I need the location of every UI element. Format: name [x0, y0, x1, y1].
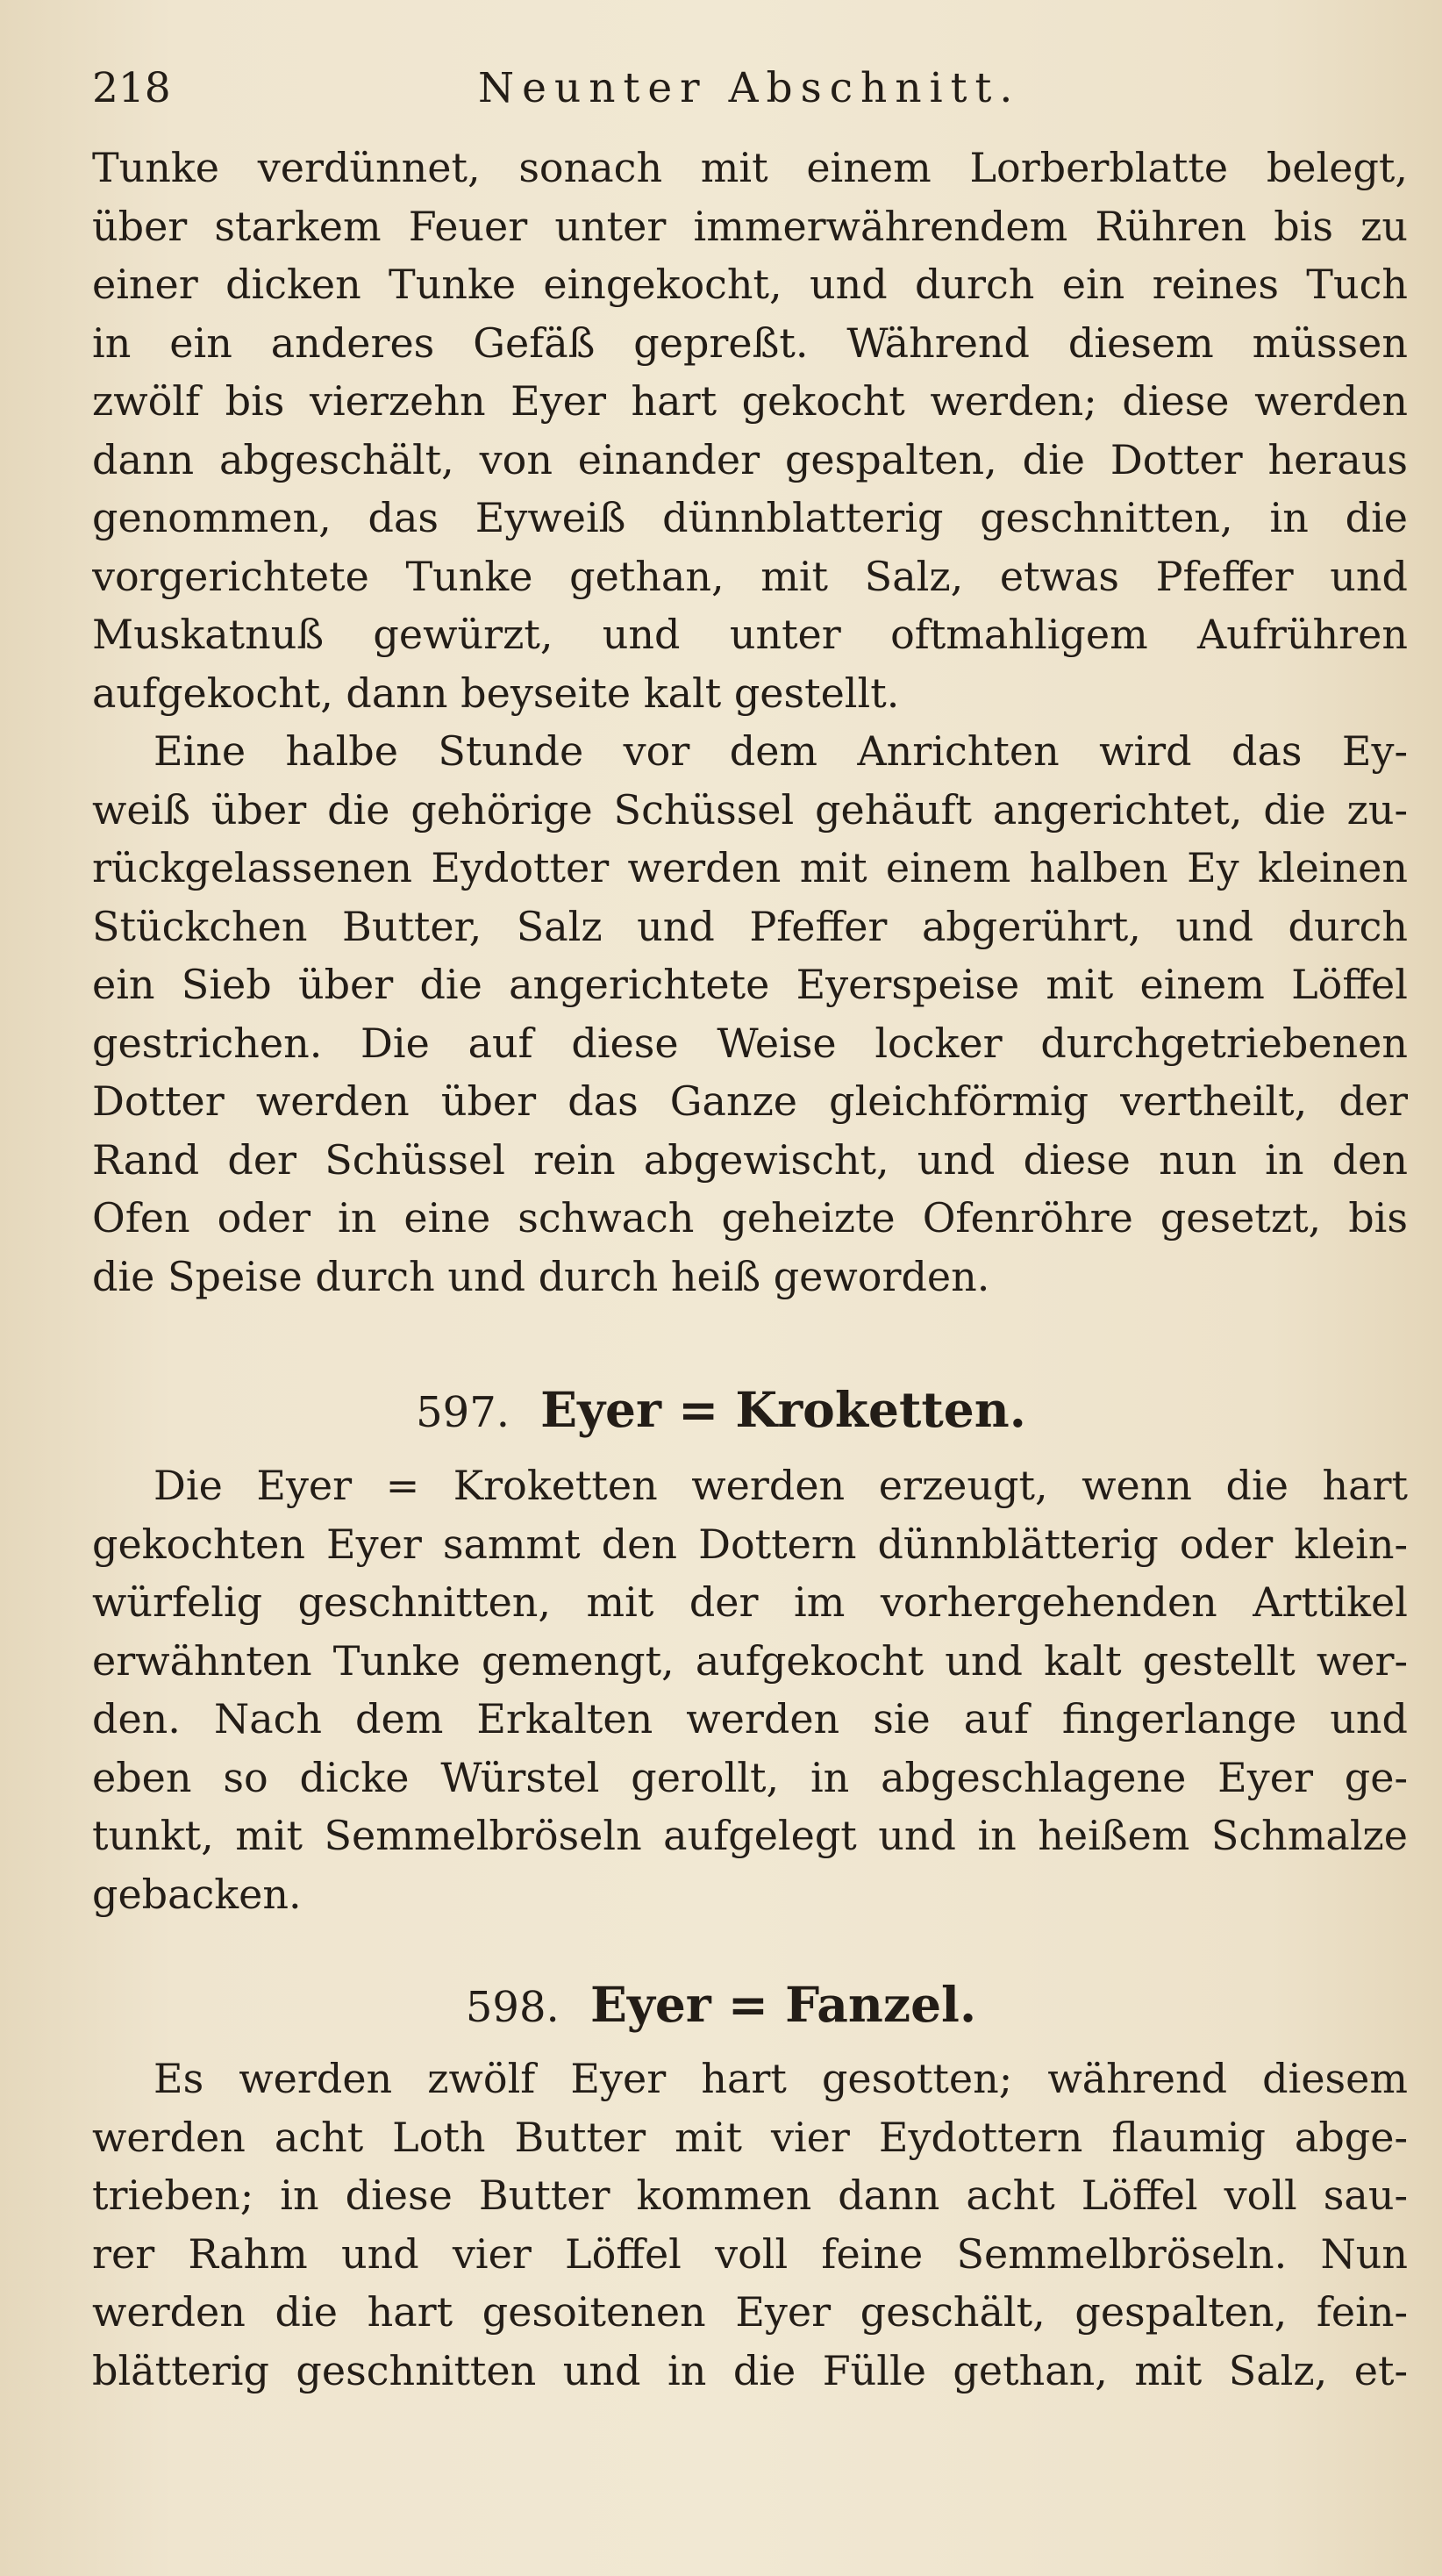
recipe-title: Eyer = Fanzel.	[589, 1976, 977, 2033]
text-line: gestrichen. Die auf diese Weise locker durchgetriebenen	[92, 1019, 1408, 1067]
text-line: Muskatnuß gewürzt, und unter oftmahligem Aufrühren	[92, 611, 1408, 658]
recipe-598-heading	[0, 1974, 1442, 2038]
recipe-number: 597.	[416, 1388, 510, 1437]
text-line: gekochten Eyer sammt den Dottern dünnblätterig oder klein-	[92, 1520, 1408, 1568]
page-number: 218	[92, 64, 171, 112]
text-line: werden acht Loth Butter mit vier Eydottern flaumig abge-	[92, 2113, 1408, 2161]
text-line: werden die hart gesoitenen Eyer geschält, gespalten, fein-	[92, 2288, 1408, 2336]
text-line: eben so dicke Würstel gerollt, in abgeschlagene Eyer ge-	[92, 1753, 1408, 1801]
text-line: Es werden zwölf Eyer hart gesotten; während diesem	[153, 2055, 1408, 2102]
recipe-598-text	[92, 2050, 1408, 2400]
text-line: weiß über die gehörige Schüssel gehäuft angerichtet, die zu-	[92, 785, 1408, 834]
text-line: zwölf bis vierzehn Eyer hart gekocht werden; diese werden	[92, 377, 1408, 425]
text-line: über starkem Feuer unter immerwährendem Rühren bis zu	[92, 202, 1408, 250]
text-line: vorgerichtete Tunke gethan, mit Salz, etwas Pfeffer und	[92, 552, 1408, 600]
text-line: Tunke verdünnet, sonach mit einem Lorberblatte belegt,	[92, 144, 1408, 191]
text-line: rückgelassenen Eydotter werden mit einem halben Ey kleinen	[92, 844, 1408, 891]
text-line: Rand der Schüssel rein abgewischt, und diese nun in den	[92, 1135, 1408, 1184]
text-line: dann abgeschält, von einander gespalten, die Dotter heraus	[92, 435, 1408, 483]
text-line: rer Rahm und vier Löffel voll feine Semmelbröseln. Nun	[92, 2229, 1408, 2278]
text-line: ein Sieb über die angerichtete Eyerspeise mit einem Löffel	[92, 961, 1408, 1008]
text-line: den. Nach dem Erkalten werden sie auf fingerlange und	[92, 1695, 1408, 1742]
text-line: genommen, das Eyweiß dünnblatterig geschnitten, in die	[92, 494, 1408, 541]
recipe-597-heading	[0, 1379, 1442, 1443]
text-line: würfelig geschnitten, mit der im vorhergehenden Arttikel	[92, 1578, 1408, 1626]
text-line: Dotter werden über das Ganze gleichförmig vertheilt, der	[92, 1077, 1408, 1125]
text-line: einer dicken Tunke eingekocht, und durch ein reines Tuch	[92, 261, 1408, 308]
text-line: aufgekocht, dann beyseite kalt gestellt.	[92, 669, 900, 717]
page-header	[92, 61, 1408, 123]
text-line: Ofen oder in eine schwach geheizte Ofenröhre gesetzt, bis	[92, 1194, 1408, 1241]
section-intro-text	[92, 139, 1408, 1306]
text-line: Stückchen Butter, Salz und Pfeffer abgerührt, und durch	[92, 902, 1408, 950]
recipe-597-text	[92, 1456, 1408, 1923]
text-line: blätterig geschnitten und in die Fülle gethan, mit Salz, et-	[92, 2346, 1408, 2394]
text-line: Eine halbe Stunde vor dem Anrichten wird das Ey-	[153, 727, 1408, 775]
text-line: die Speise durch und durch heiß geworden.	[92, 1252, 990, 1300]
text-line: trieben; in diese Butter kommen dann acht Löffel voll sau-	[92, 2172, 1408, 2219]
recipe-title: Eyer = Kroketten.	[540, 1381, 1026, 1438]
text-line: gebacken.	[92, 1870, 302, 1918]
running-head: Neunter Abschnitt.	[478, 64, 1021, 112]
text-line: in ein anderes Gefäß gepreßt. Während diesem müssen	[92, 318, 1408, 367]
text-line: tunkt, mit Semmelbröseln aufgelegt und in heißem Schmalze	[92, 1812, 1408, 1859]
recipe-number: 598.	[465, 1983, 560, 2032]
text-line: erwähnten Tunke gemengt, aufgekocht und kalt gestellt wer-	[92, 1636, 1408, 1685]
text-line: Die Eyer = Kroketten werden erzeugt, wenn die hart	[153, 1462, 1408, 1509]
